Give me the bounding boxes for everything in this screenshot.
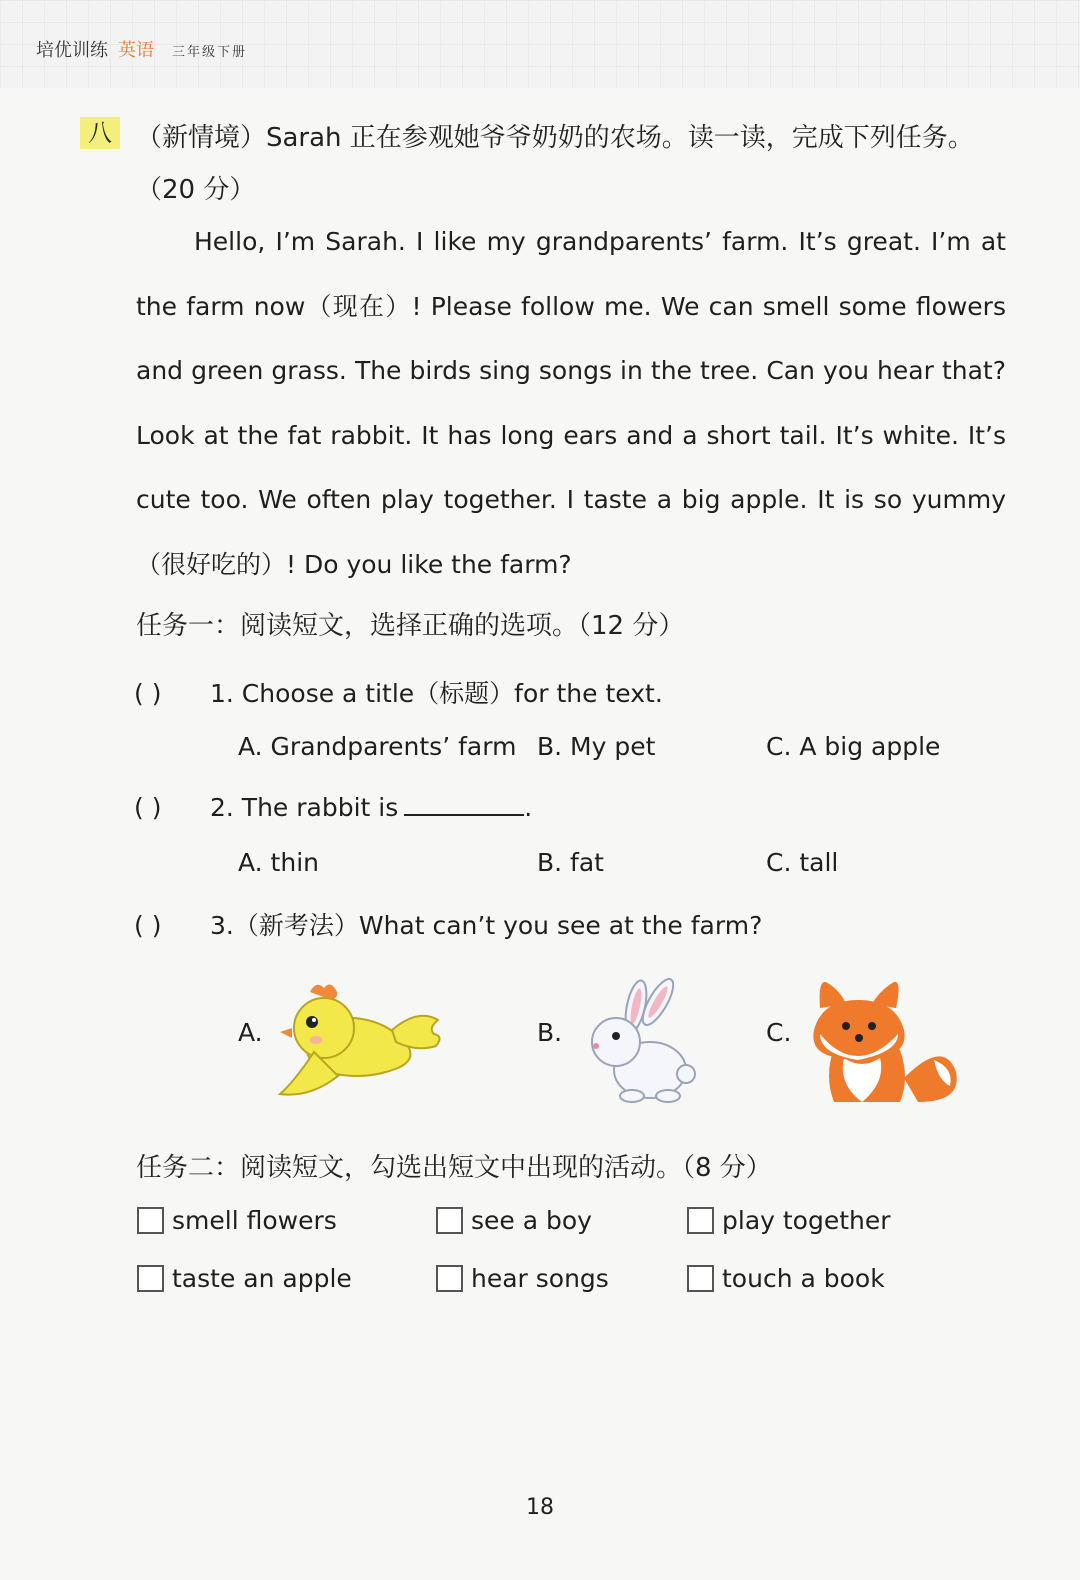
rabbit-icon	[582, 978, 712, 1106]
q1-option-b[interactable]: B. My pet	[537, 732, 656, 761]
activity-checkbox-see-a-boy[interactable]	[436, 1206, 592, 1235]
activity-checkbox-play-together[interactable]	[687, 1206, 891, 1235]
answer-paren[interactable]: ( )	[134, 793, 162, 822]
page-number: 18	[526, 1495, 554, 1520]
checkbox[interactable]	[436, 1207, 463, 1234]
question-2	[134, 790, 532, 822]
bird-icon	[272, 978, 442, 1103]
q1-option-c[interactable]: C. A big apple	[766, 732, 941, 761]
activity-label: see a boy	[471, 1206, 592, 1235]
answer-paren[interactable]: ( )	[134, 679, 162, 708]
activity-label: taste an apple	[172, 1264, 352, 1293]
q3-option-b[interactable]: B.	[537, 1018, 563, 1047]
series-name: 培优训练	[36, 40, 108, 61]
activity-checkbox-hear-songs[interactable]	[436, 1264, 609, 1293]
fox-icon	[800, 978, 968, 1104]
activity-checkbox-smell-flowers[interactable]	[137, 1206, 337, 1235]
activity-label: hear songs	[471, 1264, 609, 1293]
question-end: .	[524, 793, 533, 822]
q2-option-c[interactable]: C. tall	[766, 848, 839, 877]
page-header	[36, 36, 247, 62]
grade-label: 三年级下册	[172, 45, 248, 60]
subject-name: 英语	[118, 40, 154, 61]
reading-passage: Hello, I’m Sarah. I like my grandparents’ farm. It’s great. I’m at the farm now（现在）! Please follow me. We can smell some flowers and green grass. The birds sing songs in the tree. Can you hear that? Look at the fat rabbit. It has long ears and a short tail. It’s white. It’s cute too. We often play together. I taste a big apple. It is so yummy（很好吃的）! Do you like the farm?	[136, 227, 1006, 579]
question-1	[134, 674, 663, 710]
q3-option-a[interactable]: A.	[238, 1018, 263, 1047]
task1-title: 任务一：阅读短文，选择正确的选项。（12 分）	[136, 611, 685, 641]
activity-label: play together	[722, 1206, 891, 1235]
activity-checkbox-touch-a-book[interactable]	[687, 1264, 885, 1293]
section-instruction: （新情境）Sarah 正在参观她爷爷奶奶的农场。读一读，完成下列任务。（20 分）	[136, 123, 974, 205]
question-text: 3.（新考法）What can’t you see at the farm?	[210, 911, 763, 940]
q2-option-b[interactable]: B. fat	[537, 848, 604, 877]
checkbox[interactable]	[137, 1207, 164, 1234]
question-3	[134, 906, 762, 942]
q1-option-a[interactable]: A. Grandparents’ farm	[238, 732, 517, 761]
task2-title: 任务二：阅读短文，勾选出短文中出现的活动。（8 分）	[136, 1153, 772, 1183]
activity-checkbox-taste-an-apple[interactable]	[137, 1264, 352, 1293]
checkbox[interactable]	[687, 1265, 714, 1292]
checkbox[interactable]	[137, 1265, 164, 1292]
q3-option-c[interactable]: C.	[766, 1018, 792, 1047]
question-text: 2. The rabbit is	[210, 793, 399, 822]
answer-paren[interactable]: ( )	[134, 911, 162, 940]
checkbox[interactable]	[436, 1265, 463, 1292]
q2-option-a[interactable]: A. thin	[238, 848, 319, 877]
activity-label: touch a book	[722, 1264, 885, 1293]
activity-label: smell flowers	[172, 1206, 337, 1235]
fill-blank[interactable]	[404, 790, 524, 816]
section-number-badge: 八	[80, 117, 120, 149]
question-text: 1. Choose a title（标题）for the text.	[210, 679, 663, 708]
checkbox[interactable]	[687, 1207, 714, 1234]
